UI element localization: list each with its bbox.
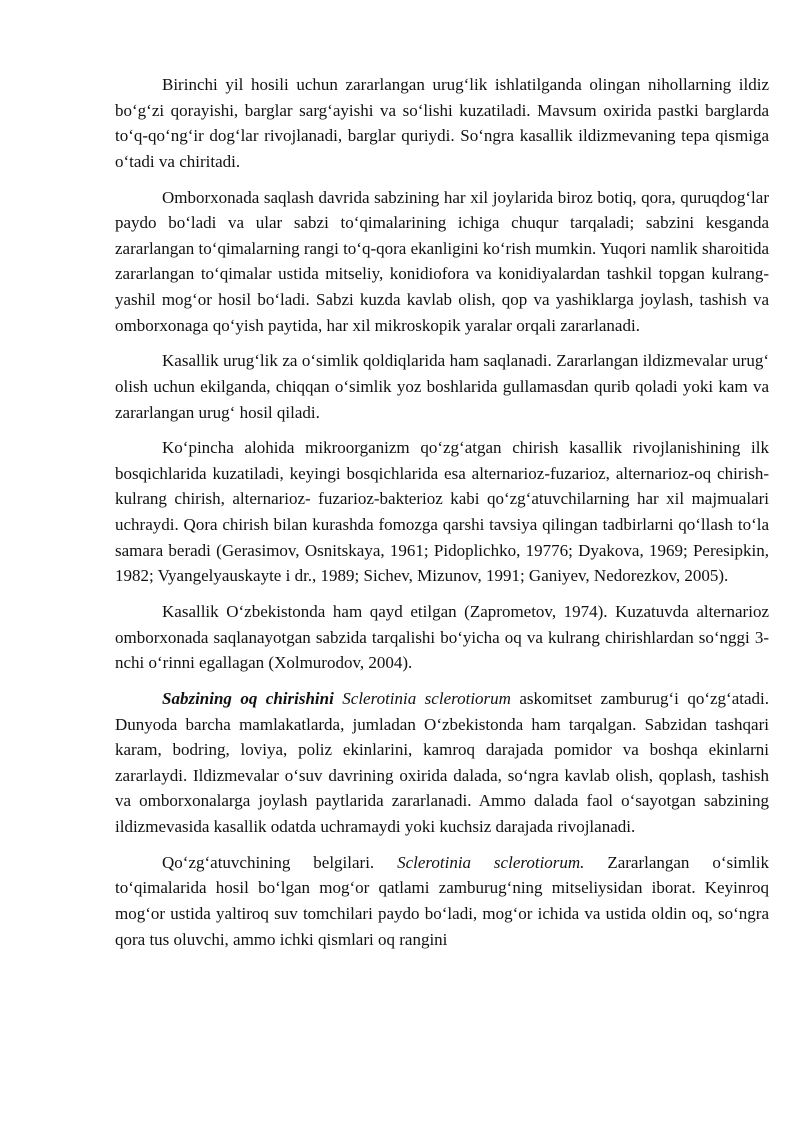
white-rot-heading: Sabzining oq chirishini <box>162 689 334 708</box>
paragraph-uzbekistan-record: Kasallik O‘zbekistonda ham qayd etilgan (Zaprometov, 1974). Kuzatuvda alternarioz omborxonada saqlanayotgan sabzida tarqalishi bo‘yicha oq va kulrang chirishlardan so‘nggi 3-nchi o‘rinni egallagan (Xolmurodov, 2004). <box>115 602 769 673</box>
white-rot-body: askomitset zamburug‘i qo‘zg‘atadi. Dunyoda barcha mamlakatlarda, jumladan O‘zbekistonda ham tarqalgan. Sabzidan tashqari karam, bodring, loviya, poliz ekinlarini, kamroq darajada pomidor va boshqa ekinlarni zararlaydi. Ildizmevalar o‘suv davrining oxirida dalada, so‘ngra kavlab olish, qoplash, tashish va omborxonalarga joylash paytlarida zararlanadi. Ammo dalada faol o‘sayotgan sabzining ildizmevasida kasallik odatda uchramaydi yoki kuchsiz darajada rivojlanadi. <box>115 689 769 836</box>
paragraph-mixed-rots: Ko‘pincha alohida mikroorganizm qo‘zg‘atgan chirish kasallik rivojlanishining ilk bosqichlarida kuzatiladi, keyingi bosqichlarida esa alternarioz-fuzarioz, alternarioz-oq chirish-kulrang chirish, alternarioz- fuzarioz-bakterioz kabi qo‘zg‘atuvchilarning har xil majmualari uchraydi. Qora chirish bilan kurashda fomozga qarshi tavsiya qilingan tadbirlarni qo‘llash to‘la samara beradi (Gerasimov, Osnitskaya, 1961; Pidoplichko, 19776; Dyakova, 1969; Peresipkin, 1982; Vyangelyauskayte i dr., 1989; Sichev, Mizunov, 1991; Ganiyev, Nedorezkov, 2005). <box>115 438 769 586</box>
document-page <box>115 72 769 962</box>
features-lead: Qo‘zg‘atuvchining belgilari. <box>162 852 375 872</box>
paragraph-seed-survival: Kasallik urug‘lik za o‘simlik qoldiqlarida ham saqlanadi. Zararlangan ildizmevalar urug‘ olish uchun ekilganda, chiqqan o‘simlik yoz boshlarida gullamasdan qurib qoladi yoki kam va zararlangan urug‘ hosil qiladi. <box>115 351 769 422</box>
paragraph-pathogen-features <box>115 850 769 952</box>
pathogen-name: Sclerotinia sclerotiorum <box>342 689 511 708</box>
paragraph-storage-symptoms: Omborxonada saqlash davrida sabzining har xil joylarida biroz botiq, qora, quruqdog‘lar paydo bo‘ladi va ular sabzi to‘qimalarining ichiga chuqur tarqaladi; sabzini kesganda zararlangan to‘qimalarning rangi to‘q-qora ekanligini ko‘rish mumkin. Yuqori namlik sharoitida zararlangan to‘qimalar ustida mitseliy, konidiofora va konidiyalardan tashkil topgan kulrang-yashil mog‘or hosil bo‘ladi. Sabzi kuzda kavlab olish, qop va yashiklarga joylash, tashish va omborxonaga qo‘yish paytida, har xil mikroskopik yaralar orqali zararlanadi. <box>115 187 769 335</box>
features-body: Zararlangan o‘simlik to‘qimalarida hosil bo‘lgan mog‘or qatlami zamburug‘ning mitseliysidan iborat. Keyinroq mog‘or ustida yaltiroq suv tomchilari paydo bo‘ladi, mog‘or ichida va ustida oldin oq, so‘ngra qora tus oluvchi, ammo ichki qismlari oq rangini <box>115 852 769 949</box>
paragraph-white-rot <box>115 686 769 840</box>
pathogen-name-2: Sclerotinia sclerotiorum. <box>397 852 585 872</box>
paragraph-seedling-symptoms: Birinchi yil hosili uchun zararlangan urug‘lik ishlatilganda olingan nihollarning ildiz bo‘g‘zi qorayishi, barglar sarg‘ayishi va so‘lishi kuzatiladi. Mavsum oxirida pastki barglarda to‘q-qo‘ng‘ir dog‘lar rivojlanadi, barglar quriydi. So‘ngra kasallik ildizmevaning tepa qismiga o‘tadi va chiritadi. <box>115 75 769 171</box>
